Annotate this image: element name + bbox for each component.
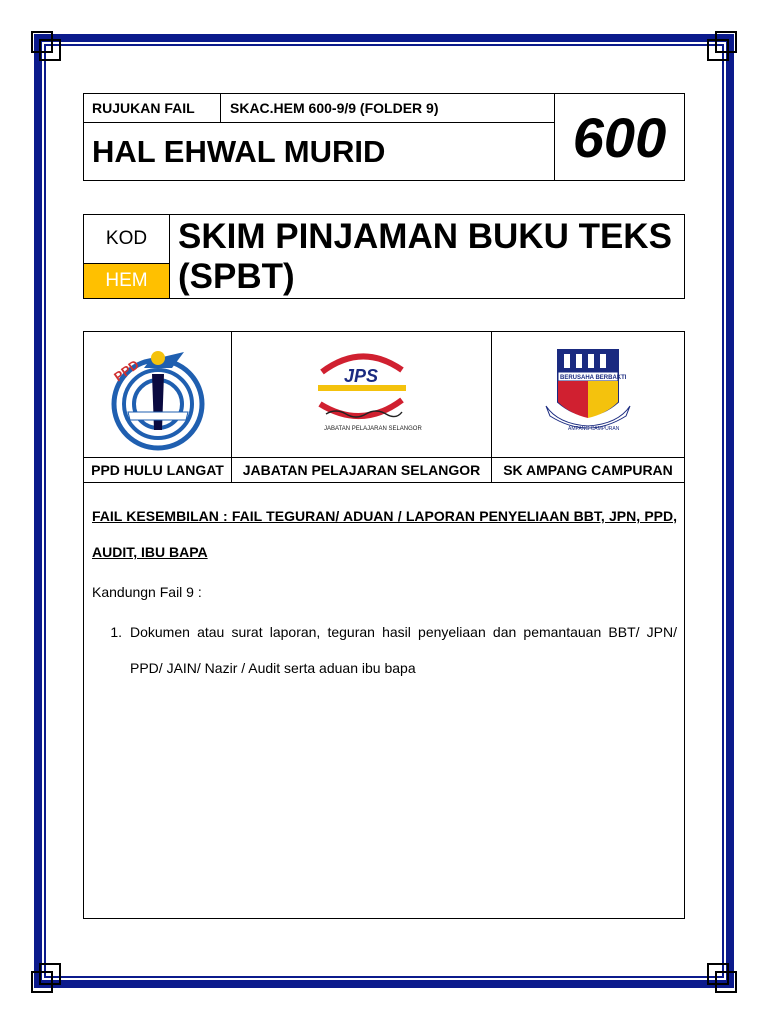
corner-ornament-bottom-right (707, 963, 737, 993)
code-title: SKIM PINJAMAN BUKU TEKS (SPBT) (178, 217, 672, 296)
reference-label: RUJUKAN FAIL (84, 94, 221, 122)
caption-jps: JABATAN PELAJARAN SELANGOR (232, 458, 492, 483)
caption-school: SK AMPANG CAMPURAN (492, 458, 684, 483)
jps-logo (232, 332, 492, 458)
file-header (83, 93, 685, 181)
code-value: HEM (84, 264, 170, 298)
file-section-title: FAIL KESEMBILAN : FAIL TEGURAN/ ADUAN / LAPORAN PENYELIAAN BBT, JPN, PPD, AUDIT, IBU BAPA (92, 508, 677, 560)
reference-row (84, 94, 554, 123)
svg-text:BERUSAHA BERBAKTI: BERUSAHA BERBAKTI (560, 375, 627, 381)
ppd-logo-cell (84, 332, 232, 458)
svg-text:AMPANG CAMPURAN: AMPANG CAMPURAN (568, 426, 620, 432)
reference-value: SKAC.HEM 600-9/9 (FOLDER 9) (230, 100, 439, 116)
corner-ornament-top-right (707, 31, 737, 61)
school-logo-cell (492, 332, 684, 458)
contents-label: Kandungn Fail 9 : (92, 584, 202, 600)
svg-text:JPS: JPS (344, 366, 379, 386)
list-item-text: Dokumen atau surat laporan, teguran hasil penyeliaan dan pemantauan BBT/ JPN/ PPD/ JAIN/ Nazir / Audit serta aduan ibu bapa (130, 624, 677, 676)
svg-text:JABATAN PELAJARAN SELANGOR: JABATAN PELAJARAN SELANGOR (324, 426, 422, 432)
code-block (83, 214, 685, 299)
content-table (83, 331, 685, 919)
ppd-logo (84, 332, 232, 458)
file-title: HAL EHWAL MURID (92, 134, 386, 169)
list-item-number: 1. (110, 624, 122, 640)
school-crest (492, 332, 684, 458)
list-item (92, 614, 677, 686)
corner-ornament-top-left (31, 31, 61, 61)
svg-text:PPD: PPD (111, 356, 142, 385)
corner-ornament-bottom-left (31, 963, 61, 993)
code-label: KOD (84, 215, 170, 264)
file-number: 600 (554, 94, 684, 180)
content-body (92, 498, 677, 686)
caption-ppd: PPD HULU LANGAT (84, 458, 232, 483)
jps-logo-cell (232, 332, 492, 458)
